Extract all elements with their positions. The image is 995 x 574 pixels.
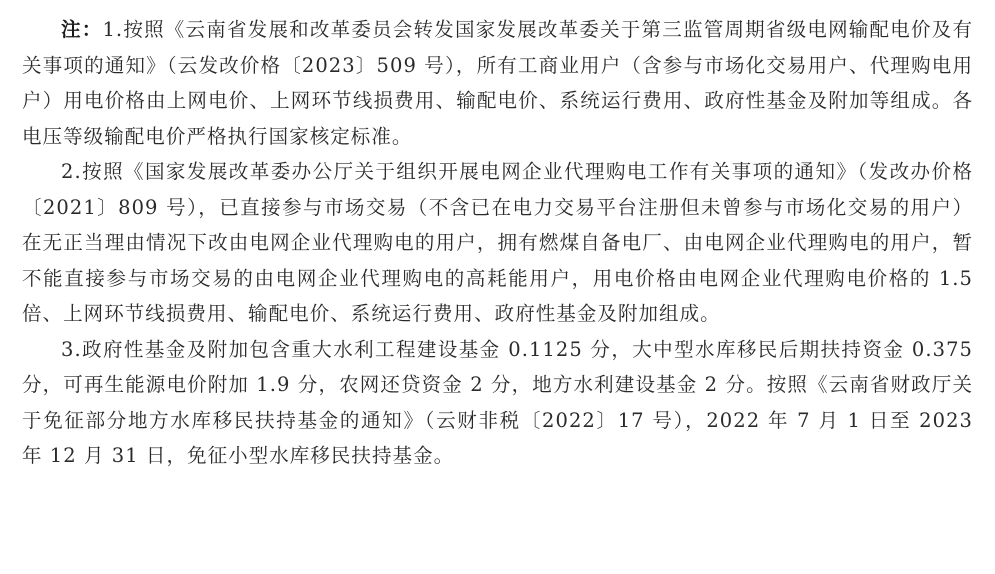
note-paragraph-3 — [22, 332, 973, 474]
note-paragraph-1-text: 1.按照《云南省发展和改革委员会转发国家发展改革委关于第三监管周期省级电网输配电价及有关事项的通知》（云发改价格〔2023〕509 号），所有工商业用户（含参与市场化交易用户、代理购电用户）用电价格由上网电价、上网环节线损费用、输配电价、系统运行费用、政府性基金及附加等组成。各电压等级输配电价严格执行国家核定标准。 — [22, 18, 973, 148]
note-paragraph-2 — [22, 154, 973, 332]
note-paragraph-3-text: 3.政府性基金及附加包含重大水利工程建设基金 0.1125 分，大中型水库移民后期扶持资金 0.375 分，可再生能源电价附加 1.9 分，农网还贷资金 2 分，地方水利建设基金 2 分。按照《云南省财政厅关于免征部分地方水库移民扶持基金的通知》（云财非税〔2022〕17 号），2022 年 7 月 1 日至 2023 年 12 月 31 日，免征小型水库移民扶持基金。 — [22, 337, 973, 467]
note-paragraph-2-text: 2.按照《国家发展改革委办公厅关于组织开展电网企业代理购电工作有关事项的通知》（发改办价格〔2021〕809 号），已直接参与市场交易（不含已在电力交易平台注册但未曾参与市场化交易的用户）在无正当理由情况下改由电网企业代理购电的用户，拥有燃煤自备电厂、由电网企业代理购电的用户，暂不能直接参与市场交易的由电网企业代理购电的高耗能用户，用电价格由电网企业代理购电价格的 1.5 倍、上网环节线损费用、输配电价、系统运行费用、政府性基金及附加组成。 — [22, 160, 973, 325]
note-label: 注： — [61, 18, 103, 41]
note-paragraph-1 — [22, 12, 973, 154]
